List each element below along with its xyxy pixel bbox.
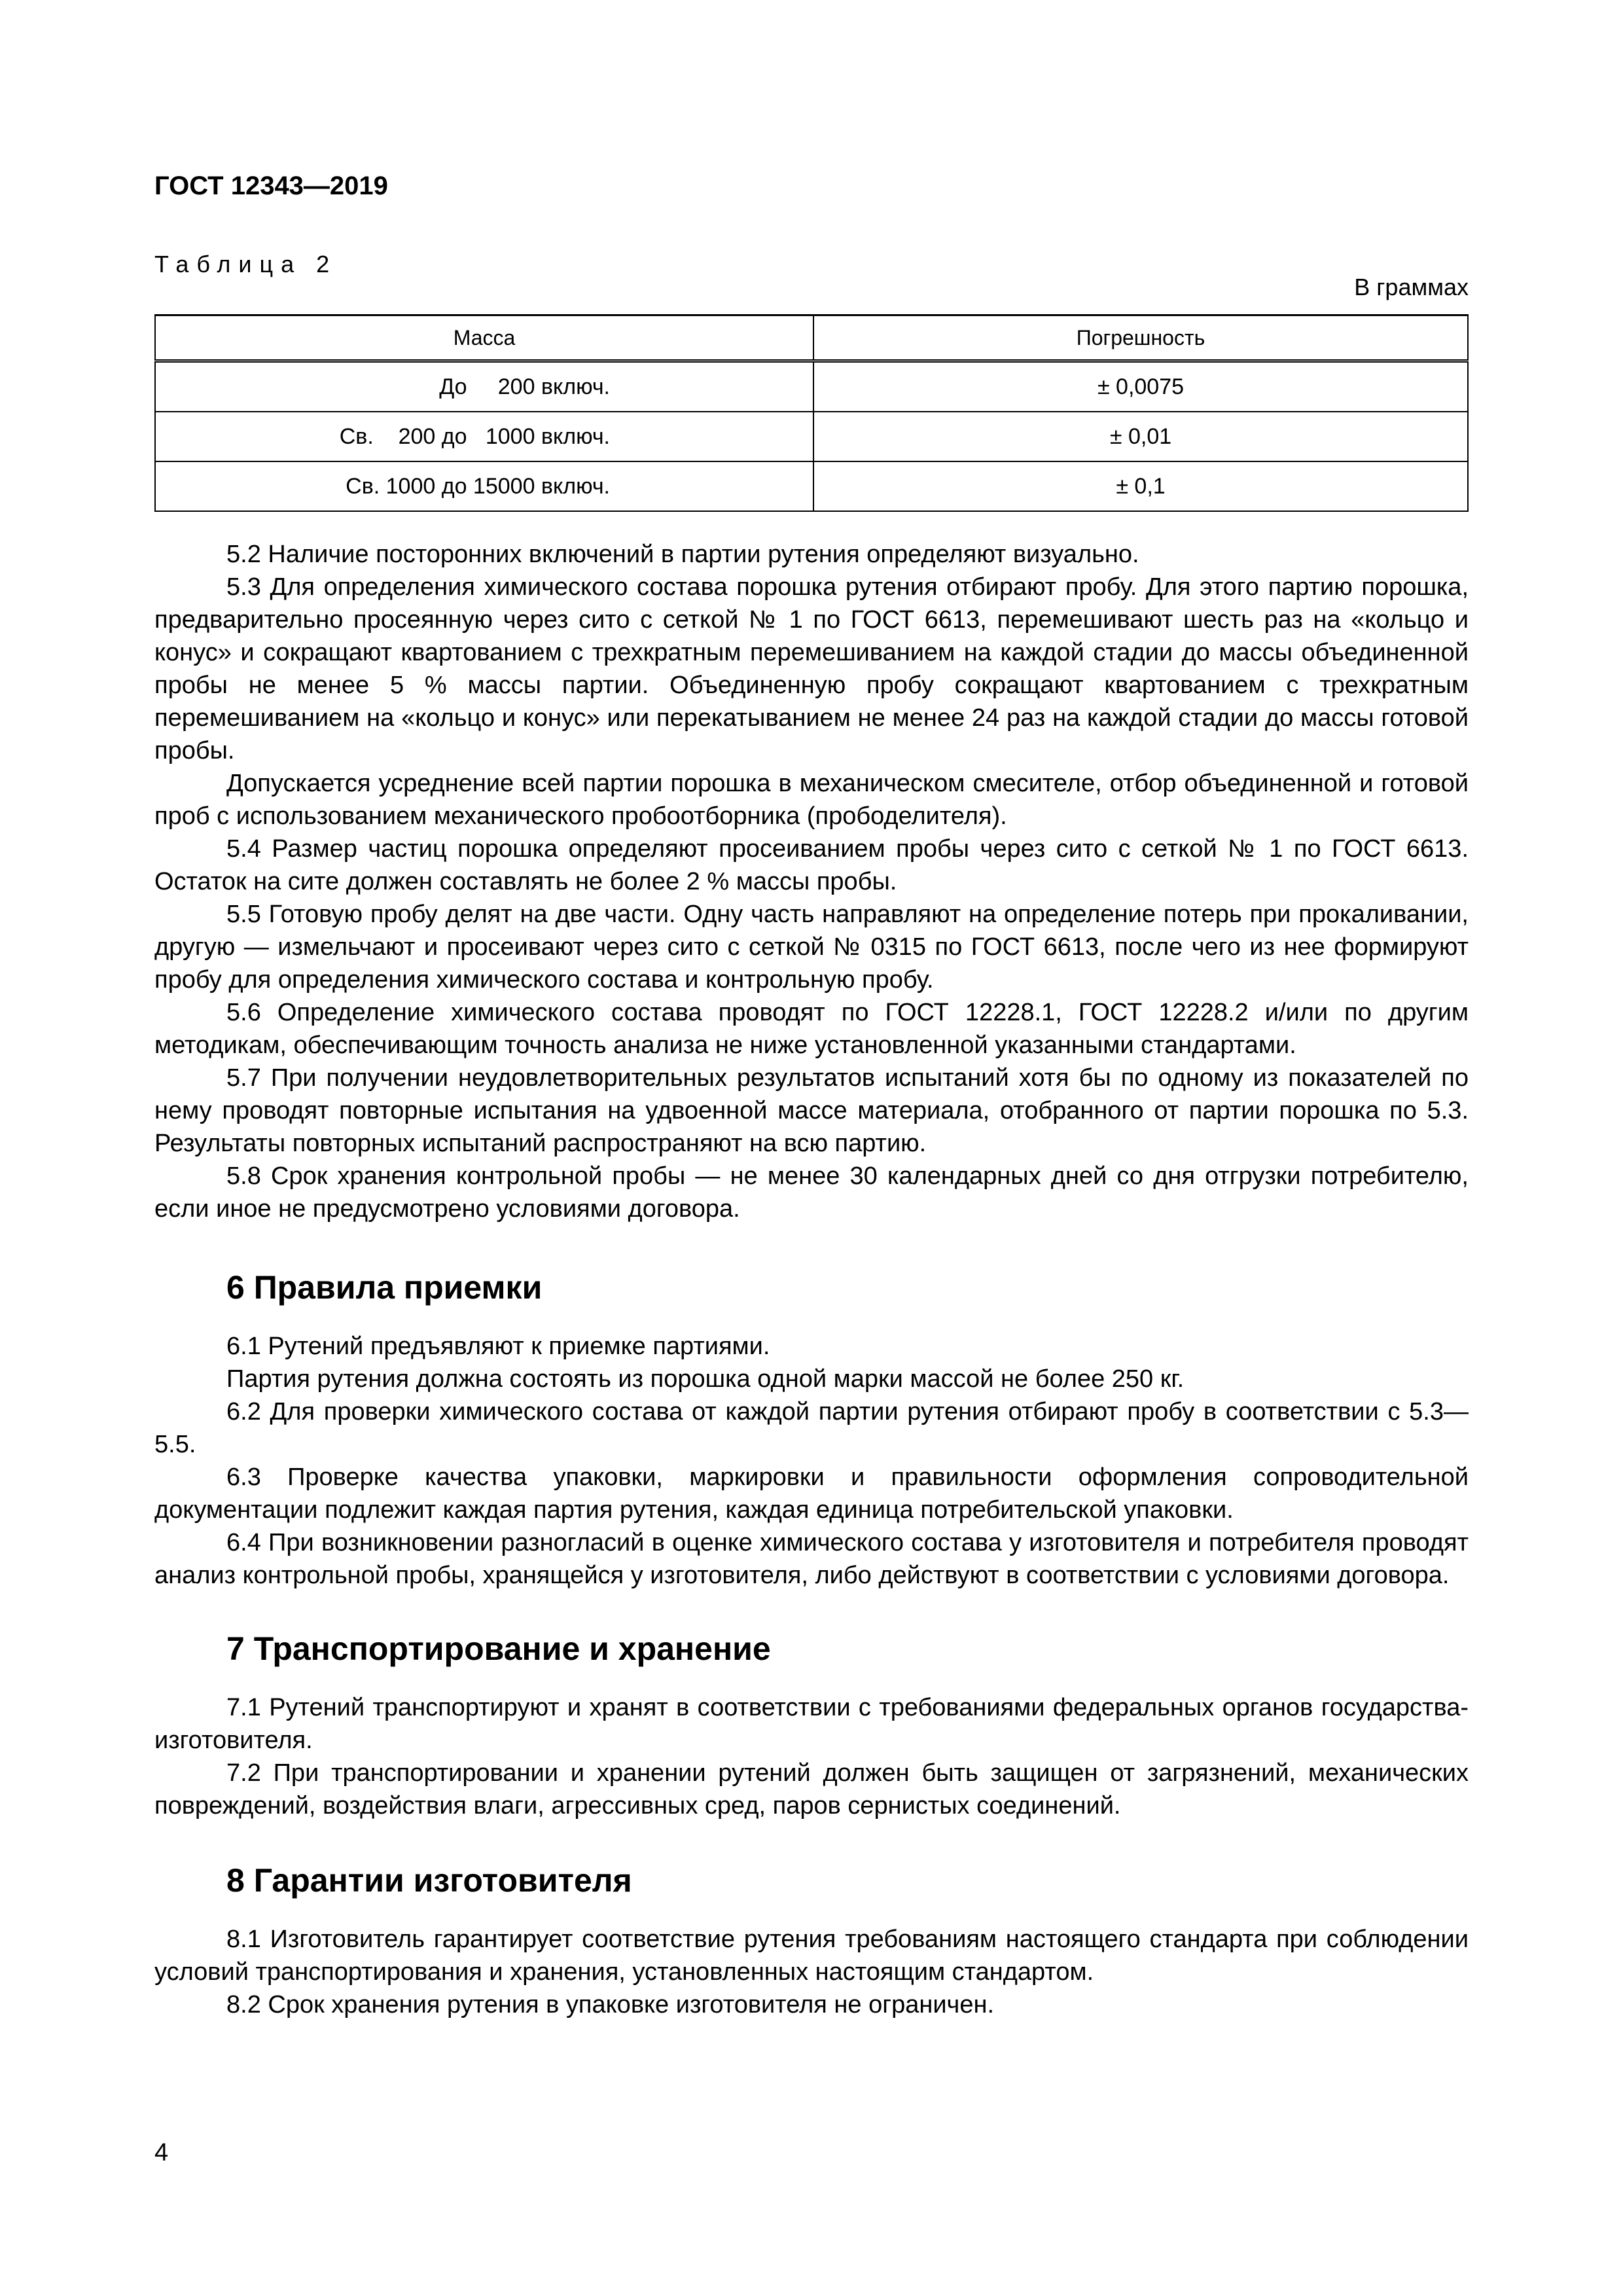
paragraph-6-1: 6.1 Рутений предъявляют к приемке партиями. bbox=[226, 1333, 770, 1360]
column-header-mass: Масса bbox=[155, 315, 813, 361]
section-heading-6: 6 Правила приемки bbox=[226, 1269, 543, 1306]
paragraph-5-4: 5.4 Размер частиц порошка определяют просеиванием пробы через сито с сеткой № 1 по ГОСТ 6613. Остаток на сите должен составлять не более 2 % массы пробы. bbox=[154, 835, 1469, 895]
mass-error-table bbox=[154, 314, 1469, 512]
paragraph-8-2: 8.2 Срок хранения рутения в упаковке изготовителя не ограничен. bbox=[226, 1991, 995, 2018]
section-heading-7: 7 Транспортирование и хранение bbox=[226, 1630, 771, 1667]
paragraph-6-1-note: Партия рутения должна состоять из порошка одной марки массой не более 250 кг. bbox=[226, 1365, 1185, 1393]
paragraph-5-7: 5.7 При получении неудовлетворительных результатов испытаний хотя бы по одному из показателей по нему проводят повторные испытания на удвоенной массе материала, отобранного от партии порошка по 5.3. Результаты повторных испытаний распространяют на всю партию. bbox=[154, 1064, 1469, 1157]
table-row bbox=[155, 412, 1468, 461]
mass-cell: До 200 включ. bbox=[155, 361, 813, 412]
paragraph-6-3: 6.3 Проверке качества упаковки, маркировки и правильности оформления сопроводительной документации подлежит каждая партия рутения, каждая единица потребительской упаковки. bbox=[154, 1463, 1469, 1524]
paragraph-6-4: 6.4 При возникновении разногласий в оценке химического состава у изготовителя и потребителя проводят анализ контрольной пробы, хранящейся у изготовителя, либо действуют в соответствии с условиями договора. bbox=[154, 1529, 1469, 1589]
mass-cell: Св. 200 до 1000 включ. bbox=[155, 412, 813, 461]
table-unit: В граммах bbox=[1354, 274, 1469, 300]
paragraph-5-5: 5.5 Готовую пробу делят на две части. Одну часть направляют на определение потерь при прокаливании, другую — измельчают и просеивают через сито с сеткой № 0315 по ГОСТ 6613, после чего из нее формируют пробу для определения химического состава и контрольную пробу. bbox=[154, 901, 1469, 994]
page-number: 4 bbox=[154, 2139, 169, 2166]
paragraph-7-2: 7.2 При транспортировании и хранении рутений должен быть защищен от загрязнений, механических повреждений, воздействия влаги, агрессивных сред, паров сернистых соединений. bbox=[154, 1759, 1469, 1820]
document-body bbox=[154, 538, 1469, 2021]
table-row bbox=[155, 361, 1468, 412]
paragraph-5-3: 5.3 Для определения химического состава порошка рутения отбирают пробу. Для этого партию порошка, предварительно просеянную через сито с сеткой № 1 по ГОСТ 6613, перемешивают шесть раз на «кольцо и конус» и сокращают квартованием с трехкратным перемешиванием на каждой стадии до массы объединенной пробы не менее 5 % массы партии. Объединенную пробу сокращают квартованием с трехкратным перемешиванием на «кольцо и конус» или перекатыванием не менее 24 раз на каждой стадии до массы готовой пробы. bbox=[154, 573, 1469, 764]
document-header: ГОСТ 12343—2019 bbox=[154, 171, 388, 200]
table-header-row bbox=[155, 315, 1468, 361]
section-heading-8: 8 Гарантии изготовителя bbox=[226, 1862, 632, 1899]
error-cell: ± 0,01 bbox=[813, 412, 1468, 461]
mass-cell: Св. 1000 до 15000 включ. bbox=[155, 461, 813, 511]
paragraph-5-3-note: Допускается усреднение всей партии порошка в механическом смесителе, отбор объединенной и готовой проб с использованием механического пробоотборника (прободелителя). bbox=[154, 770, 1469, 830]
paragraph-5-2: 5.2 Наличие посторонних включений в партии рутения определяют визуально. bbox=[226, 541, 1139, 568]
column-header-error: Погрешность bbox=[813, 315, 1468, 361]
paragraph-5-8: 5.8 Срок хранения контрольной пробы — не менее 30 календарных дней со дня отгрузки потребителю, если иное не предусмотрено условиями договора. bbox=[154, 1162, 1469, 1223]
paragraph-6-2: 6.2 Для проверки химического состава от каждой партии рутения отбирают пробу в соответствии с 5.3—5.5. bbox=[154, 1398, 1469, 1458]
paragraph-8-1: 8.1 Изготовитель гарантирует соответствие рутения требованиям настоящего стандарта при соблюдении условий транспортирования и хранения, установленных настоящим стандартом. bbox=[154, 1926, 1469, 1986]
table-caption: Таблица 2 bbox=[154, 251, 338, 278]
error-cell: ± 0,0075 bbox=[813, 361, 1468, 412]
error-cell: ± 0,1 bbox=[813, 461, 1468, 511]
paragraph-7-1: 7.1 Рутений транспортируют и хранят в соответствии с требованиями федеральных органов государства-изготовителя. bbox=[154, 1694, 1469, 1754]
table-row bbox=[155, 461, 1468, 511]
paragraph-5-6: 5.6 Определение химического состава проводят по ГОСТ 12228.1, ГОСТ 12228.2 и/или по другим методикам, обеспечивающим точность анализа не ниже установленной указанными стандартами. bbox=[154, 999, 1469, 1059]
